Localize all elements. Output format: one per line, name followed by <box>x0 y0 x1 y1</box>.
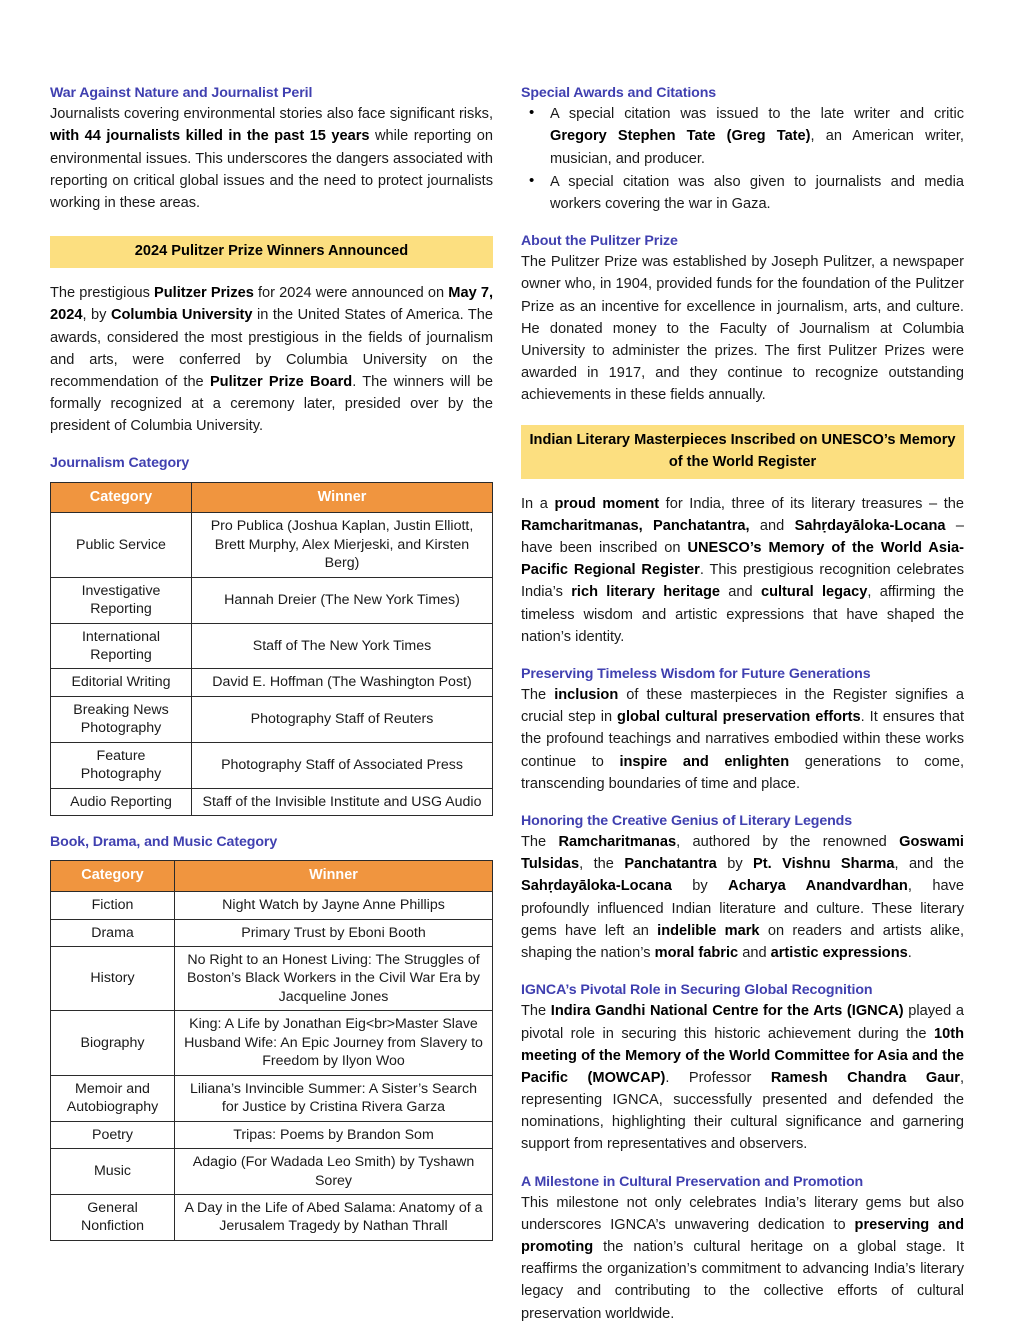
cell-winner: Hannah Dreier (The New York Times) <box>192 577 493 623</box>
plain-text: , have profoundly influenced Indian literature and culture. These literary gems have left an <box>521 878 964 939</box>
cell-winner: Photography Staff of Reuters <box>192 696 493 742</box>
paragraph-war-against-nature <box>50 103 493 214</box>
emphasis-text: Ramesh Chandra Gaur <box>770 1069 960 1086</box>
heading-about-pulitzer-prize: About the Pulitzer Prize <box>521 233 678 250</box>
cell-category: International Reporting <box>51 623 192 669</box>
right-column <box>521 84 964 1325</box>
plain-text: The <box>521 1003 551 1020</box>
emphasis-text: global cultural preservation efforts <box>617 709 861 726</box>
cell-category: History <box>51 946 175 1010</box>
list-item <box>550 103 964 170</box>
cell-category: Breaking News Photography <box>51 696 192 742</box>
plain-text: by <box>671 878 729 895</box>
heading-ignca-pivotal-role: IGNCA’s Pivotal Role in Securing Global Recognition <box>521 982 873 999</box>
column-header-category: Category <box>51 482 192 513</box>
cell-winner: Primary Trust by Eboni Booth <box>175 919 493 946</box>
emphasis-text: May 7, 2024 <box>50 285 493 324</box>
plain-text: on readers and artists alike, shaping the nation’s <box>521 922 965 961</box>
plain-text: the nation’s cultural heritage on a global stage. It reaffirms the organization’s commitment to advancing India’s literary legacy and contributing to the collective efforts of cultural preservation worldwide. <box>521 1239 964 1322</box>
emphasis-text: Pulitzer Prizes <box>154 285 254 302</box>
cell-winner: Staff of The New York Times <box>192 623 493 669</box>
emphasis-text: Sahṛdayāloka-Locana <box>521 878 672 895</box>
plain-text: This milestone not only celebrates India’s literary gems but also underscores IGNCA’s unwavering dedication to <box>521 1194 964 1233</box>
emphasis-text: Columbia University <box>110 307 253 324</box>
book-drama-music-winners-table <box>50 860 493 1241</box>
plain-text: Journalists covering environmental stories also face significant risks, <box>50 106 493 123</box>
table-row <box>51 1194 493 1240</box>
heading-journalism-category: Journalism Category <box>50 455 190 472</box>
cell-category: Audio Reporting <box>51 788 192 815</box>
cell-winner: Photography Staff of Associated Press <box>192 742 493 788</box>
plain-text: – have been inscribed on <box>521 517 964 557</box>
two-column-layout <box>50 84 970 1325</box>
emphasis-text: Indira Gandhi National Centre for the Arts (IGNCA) <box>550 1003 904 1020</box>
cell-category: Editorial Writing <box>51 669 192 696</box>
plain-text: The <box>521 834 559 851</box>
emphasis-text: artistic expressions <box>770 944 908 961</box>
plain-text: . The winners will be formally recognized at a ceremony later, presided over by the president of Columbia University. <box>50 373 493 435</box>
heading-war-against-nature: War Against Nature and Journalist Peril <box>50 85 313 101</box>
banner-pulitzer-winners: 2024 Pulitzer Prize Winners Announced <box>50 236 493 268</box>
emphasis-text: rich literary heritage <box>571 584 721 601</box>
plain-text: for India, three of its literary treasures – the <box>659 495 965 512</box>
plain-text: by <box>716 856 754 873</box>
plain-text: in the United States of America. The awards, considered the most prestigious in the fields of journalism and arts, were conferred by Columbia University on the recommendation of the <box>50 307 494 390</box>
emphasis-text: Sahṛdayāloka-Locana <box>794 517 946 534</box>
heading-honoring-creative-genius: Honoring the Creative Genius of Literary Legends <box>521 812 853 829</box>
plain-text: The prestigious <box>50 285 154 302</box>
left-column <box>50 84 493 1241</box>
cell-winner: Staff of the Invisible Institute and USG Audio <box>192 788 493 815</box>
emphasis-text: inspire and enlighten <box>619 753 790 770</box>
table-row <box>51 577 493 623</box>
plain-text: , and the <box>894 856 964 873</box>
plain-text: In a <box>521 495 555 512</box>
cell-winner: A Day in the Life of Abed Salama: Anatomy of a Jerusalem Tragedy by Nathan Thrall <box>175 1194 493 1240</box>
cell-winner: No Right to an Honest Living: The Struggles of Boston’s Black Workers in the Civil War Era by Jacqueline Jones <box>175 946 493 1010</box>
banner-unesco-memory-of-world: Indian Literary Masterpieces Inscribed on UNESCO’s Memory of the World Register <box>521 425 964 478</box>
plain-text: and <box>738 944 771 961</box>
journalism-table-body <box>51 513 493 816</box>
plain-text: and <box>749 517 795 534</box>
emphasis-text: cultural legacy <box>760 584 868 601</box>
plain-text: . Professor <box>665 1069 771 1086</box>
table-row <box>51 1149 493 1195</box>
column-header-winner: Winner <box>192 482 493 513</box>
table-row <box>51 623 493 669</box>
table-row <box>51 669 493 696</box>
cell-category: Drama <box>51 919 175 946</box>
plain-text: , an American writer, musician, and producer. <box>550 128 964 167</box>
cell-category: Fiction <box>51 892 175 919</box>
emphasis-text: with 44 journalists killed in the past 15 years <box>50 128 370 145</box>
cell-category: Investigative Reporting <box>51 577 192 623</box>
plain-text: A special citation was issued to the late writer and critic <box>550 106 964 123</box>
paragraph-milestone-cultural-preservation <box>521 1192 964 1325</box>
cell-winner: Night Watch by Jayne Anne Phillips <box>175 892 493 919</box>
paragraph-honoring-creative-genius <box>521 831 964 964</box>
plain-text: , the <box>579 856 625 873</box>
table-row <box>51 919 493 946</box>
cell-category: Music <box>51 1149 175 1195</box>
table-row <box>51 1011 493 1075</box>
plain-text: The <box>521 687 555 704</box>
cell-winner: King: A Life by Jonathan Eig<br>Master Slave Husband Wife: An Epic Journey from Slavery to Freedom by Ilyon Woo <box>175 1011 493 1075</box>
plain-text: , affirming the timeless wisdom and artistic expressions that have shaped the nation’s identity. <box>521 584 965 645</box>
heading-book-drama-music-category: Book, Drama, and Music Category <box>50 834 278 851</box>
emphasis-text: Acharya Anandvardhan <box>728 878 908 895</box>
journalism-winners-table <box>50 482 493 817</box>
emphasis-text: Ramcharitmanas <box>558 834 677 851</box>
plain-text: , authored by the renowned <box>676 834 900 851</box>
emphasis-text: moral fabric <box>654 944 739 961</box>
plain-text: played a pivotal role in securing this historic achievement during the <box>521 1003 965 1042</box>
heading-milestone-cultural-preservation: A Milestone in Cultural Preservation and Promotion <box>521 1173 864 1190</box>
emphasis-text: preserving and promoting <box>521 1216 964 1256</box>
table-row <box>51 513 493 577</box>
emphasis-text: 10th meeting of the Memory of the World Committee for Asia and the Pacific (MOWCAP) <box>521 1025 964 1086</box>
emphasis-text: UNESCO’s Memory of the World Asia-Pacific Regional Register <box>521 540 964 579</box>
heading-preserving-timeless-wisdom: Preserving Timeless Wisdom for Future Generations <box>521 665 871 682</box>
plain-text: , by <box>82 307 111 324</box>
paragraph-about-pulitzer-prize <box>521 251 964 406</box>
emphasis-text: proud moment <box>554 495 660 512</box>
plain-text: The Pulitzer Prize was established by Joseph Pulitzer, a newspaper owner who, in 1904, provided funds for the foundation of the Pulitzer Prize as an incentive for excellence in journalism, arts, and culture. He donated money to the Faculty of Journalism at Columbia University to administer the prizes. The first Pulitzer Prizes were awarded in 1917, and they continue to recognize outstanding achievements in these fields annually. <box>521 254 964 404</box>
plain-text: . It ensures that the profound teachings and narratives embodied within these works continue to <box>521 709 965 770</box>
emphasis-text: Panchatantra <box>624 856 717 873</box>
emphasis-text: inclusion <box>554 687 619 704</box>
table-row <box>51 1075 493 1121</box>
plain-text: of these masterpieces in the Register signifies a crucial step in <box>521 687 964 726</box>
cell-winner: Liliana’s Invincible Summer: A Sister’s Search for Justice by Cristina Rivera Garza <box>175 1075 493 1121</box>
paragraph-preserving-timeless-wisdom <box>521 684 964 795</box>
cell-category: General Nonfiction <box>51 1194 175 1240</box>
emphasis-text: Goswami Tulsidas <box>521 834 964 873</box>
plain-text: A special citation was also given to journalists and media workers covering the war in Gaza. <box>550 173 964 212</box>
cell-winner: Pro Publica (Joshua Kaplan, Justin Elliott, Brett Murphy, Alex Mierjeski, and Kirsten Berg) <box>192 513 493 577</box>
cell-category: Poetry <box>51 1121 175 1148</box>
plain-text: generations to come, transcending boundaries of time and place. <box>521 753 964 792</box>
table-header-row <box>51 861 493 892</box>
table-row <box>51 696 493 742</box>
cell-winner: David E. Hoffman (The Washington Post) <box>192 669 493 696</box>
plain-text: . This prestigious recognition celebrates India’s <box>521 562 964 601</box>
plain-text: and <box>720 584 761 601</box>
emphasis-text: indelible mark <box>657 922 760 939</box>
list-item <box>550 171 964 215</box>
emphasis-text: Pulitzer Prize Board <box>209 373 353 390</box>
table-row <box>51 788 493 815</box>
heading-special-awards: Special Awards and Citations <box>521 85 717 101</box>
cell-category: Public Service <box>51 513 192 577</box>
paragraph-unesco-intro <box>521 493 964 648</box>
plain-text: , representing IGNCA, successfully presented and defended the nominations, highlighting their cultural significance and garnering support from representatives and observers. <box>521 1069 964 1153</box>
plain-text: . <box>907 944 912 961</box>
cell-category: Feature Photography <box>51 742 192 788</box>
paragraph-ignca-pivotal-role <box>521 1000 964 1155</box>
table-row <box>51 892 493 919</box>
paragraph-pulitzer-intro <box>50 282 493 437</box>
cell-winner: Adagio (For Wadada Leo Smith) by Tyshawn Sorey <box>175 1149 493 1195</box>
plain-text: for 2024 were announced on <box>253 285 449 302</box>
book-table-body <box>51 892 493 1241</box>
emphasis-text: Ramcharitmanas, Panchatantra, <box>521 517 750 534</box>
cell-winner: Tripas: Poems by Brandon Som <box>175 1121 493 1148</box>
table-row <box>51 1121 493 1148</box>
table-header-row <box>51 482 493 513</box>
column-header-winner: Winner <box>175 861 493 892</box>
cell-category: Memoir and Autobiography <box>51 1075 175 1121</box>
special-awards-bullet-list <box>521 103 964 215</box>
table-row <box>51 742 493 788</box>
emphasis-text: Gregory Stephen Tate (Greg Tate) <box>550 128 811 145</box>
column-header-category: Category <box>51 861 175 892</box>
plain-text: while reporting on environmental issues. This underscores the dangers associated with reporting on critical global issues and the need to protect journalists working in these areas. <box>50 128 493 211</box>
cell-category: Biography <box>51 1011 175 1075</box>
emphasis-text: Pt. Vishnu Sharma <box>753 856 895 873</box>
table-row <box>51 946 493 1010</box>
